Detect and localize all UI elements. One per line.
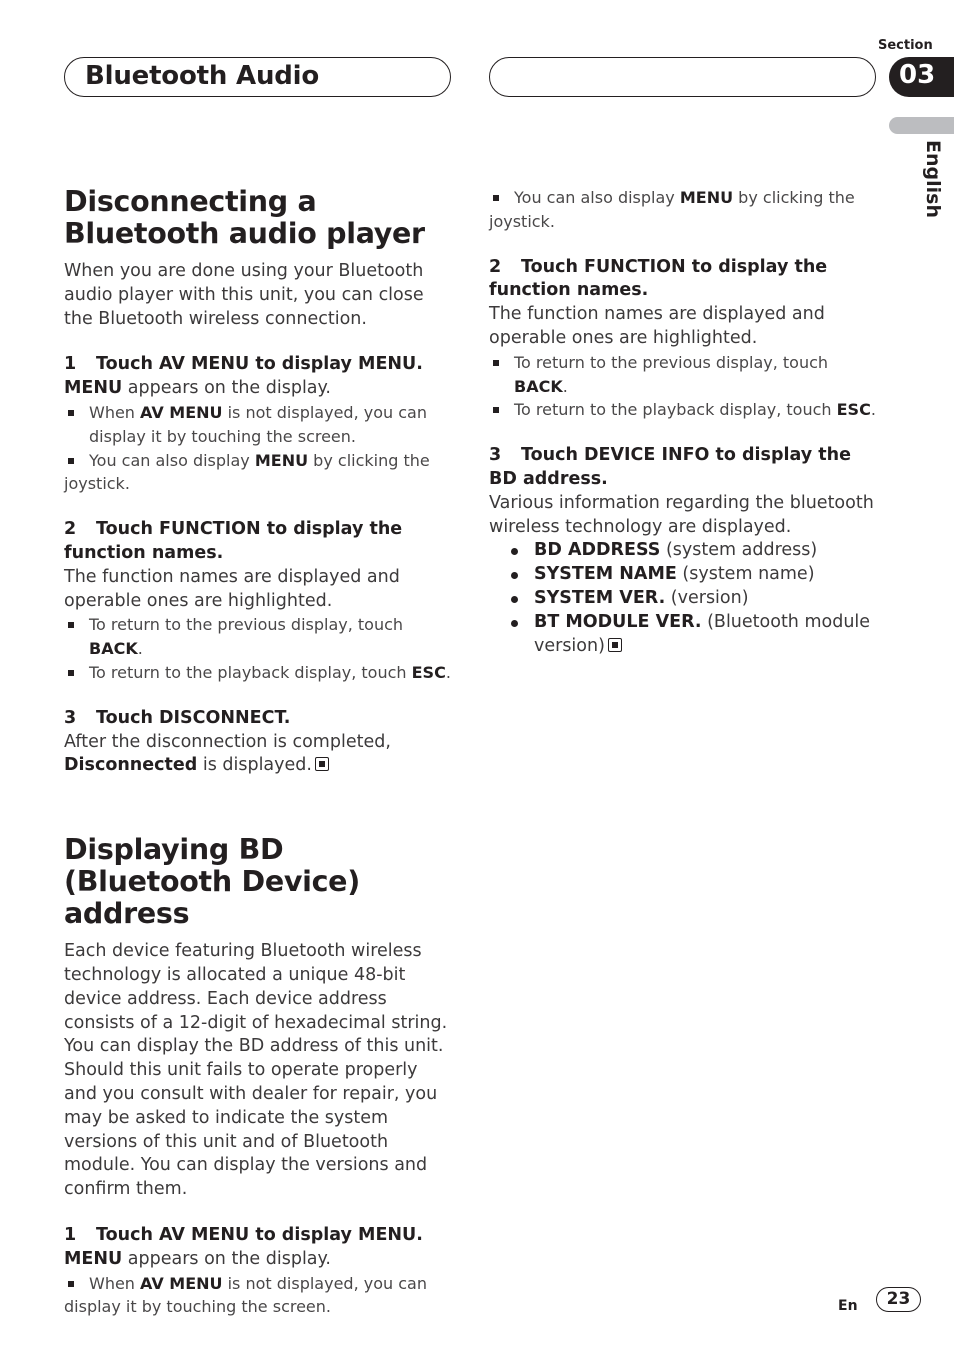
intro-paragraph: When you are done using your Bluetooth audio player with this unit, you can close the Bluetooth wireless connection. [64,261,424,329]
bullet-dot-icon [511,620,518,627]
language-label: English [922,140,944,218]
list-item: SYSTEM NAME (system name) [489,563,877,587]
left-column [64,186,452,1319]
step-2-result: The function names are displayed and operable ones are highlighted. [64,566,400,611]
step-1: 1 Touch AV MENU to display MENU. [64,354,423,375]
note: To return to the previous display, touch BACK. [489,351,877,399]
info-list [489,539,877,658]
note: To return to the playback display, touch ESC. [489,398,877,422]
list-item: BD ADDRESS (system address) [489,539,877,563]
paragraph: Each device featuring Bluetooth wireless technology is allocated a unique 48-bit device address. Each device address consists of a 12-digit of hexadecimal string. [64,941,448,1033]
note: When AV MENU is not displayed, you can display it by touching the screen. [64,401,452,449]
section-number: 03 [899,60,936,90]
section-label: Section [878,38,933,53]
bullet-square-icon [68,458,74,464]
list-item: BT MODULE VER. (Bluetooth module version) [489,611,877,659]
bullet-square-icon [68,622,74,628]
step-2-result: The function names are displayed and operable ones are highlighted. [489,304,825,348]
note: When AV MENU is not displayed, you can display it by touching the screen. [64,1273,427,1317]
header-blank-frame [489,57,876,97]
step-3: 3 Touch DEVICE INFO to display the BD address. [489,445,851,489]
language-tab-bar [889,117,954,134]
bullet-square-icon [493,407,499,413]
end-mark-icon [315,757,329,771]
section-heading-disconnecting: Disconnecting a Bluetooth audio player [64,185,425,250]
paragraph: You can display the BD address of this unit. Should this unit fails to operate properly and you consult with dealer for repair, you may be asked to indicate the system versions of this unit and of Bluetooth module. You can display the versions and confirm them. [64,1036,444,1200]
bullet-dot-icon [511,572,518,579]
bullet-square-icon [493,195,499,201]
end-mark-icon [608,638,622,652]
note: You can also display MENU by clicking the joystick. [64,450,430,494]
note: To return to the previous display, touch BACK. [64,613,452,661]
step-1-result: MENU appears on the display. [64,378,331,399]
bullet-square-icon [68,410,74,416]
footer-language: En [838,1298,858,1314]
bullet-dot-icon [511,548,518,555]
step-2: 2 Touch FUNCTION to display the function names. [489,256,828,301]
step-1: 1 Touch AV MENU to display MENU. [64,1224,423,1245]
header-title-frame [64,57,451,97]
section-tab [889,57,954,97]
bullet-dot-icon [511,596,518,603]
page-number: 23 [876,1287,921,1312]
note: You can also display MENU by clicking the joystick. [489,188,855,231]
step-3-result: After the disconnection is completed, Disconnected is displayed. [64,731,391,776]
bullet-square-icon [68,670,74,676]
right-column [489,186,877,658]
list-item: SYSTEM VER. (version) [489,587,877,611]
step-3-result: Various information regarding the bluetooth wireless technology are displayed. [489,492,874,537]
bullet-square-icon [68,1281,74,1287]
step-2: 2 Touch FUNCTION to display the function names. [64,519,403,563]
section-heading-bd-address: Displaying BD (Bluetooth Device) address [64,833,360,931]
bullet-square-icon [493,360,499,366]
step-1-result: MENU appears on the display. [64,1248,331,1269]
note: To return to the playback display, touch ESC. [64,661,452,685]
step-3: 3 Touch DISCONNECT. [64,707,291,728]
header-title: Bluetooth Audio [85,61,320,91]
